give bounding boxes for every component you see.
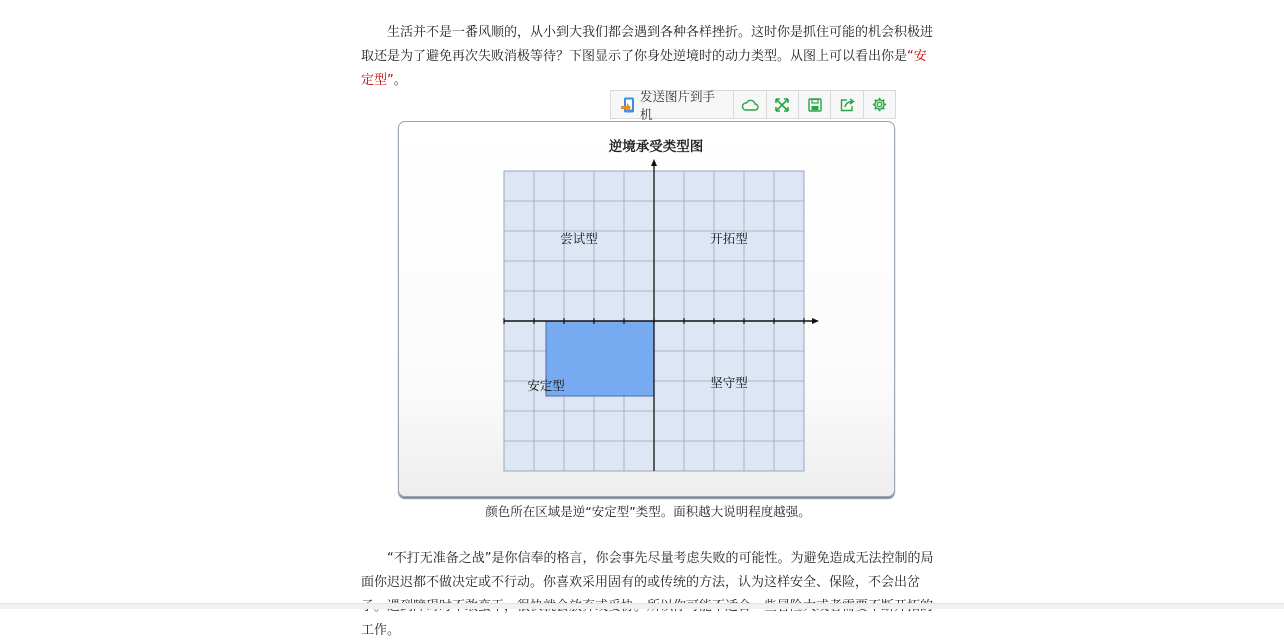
- quadrant-label-bottom-right: 坚守型: [710, 375, 748, 390]
- fullscreen-button[interactable]: [767, 91, 799, 118]
- y-axis-arrow: [651, 159, 657, 166]
- cloud-icon: [741, 98, 759, 112]
- result-highlight: “安定型”: [361, 49, 927, 88]
- quadrant-label-top-left: 尝试型: [560, 231, 598, 246]
- image-toolbar: [610, 88, 896, 122]
- chart-title: 逆境承受类型图: [608, 139, 704, 155]
- bottom-divider: [0, 603, 1284, 609]
- fullscreen-icon: [775, 98, 789, 112]
- save-button[interactable]: [799, 91, 831, 118]
- chart-caption: 颜色所在区域是逆“安定型”类型。面积越大说明程度越强。: [485, 504, 811, 519]
- share-icon: [840, 98, 855, 112]
- send-to-phone-label: 发送图片到手机: [640, 88, 716, 122]
- phone-icon: [621, 97, 635, 113]
- quadrant-label-top-right: 开拓型: [710, 231, 748, 246]
- save-icon: [808, 98, 822, 112]
- intro-paragraph: 生活并不是一番风顺的，从小到大我们都会遇到各种各样挫折。这时你是抓住可能的机会积极进取还是为了避免再次失败消极等待？下图显示了你身处逆境时的动力类型。从图上可以看出你是“安定型”。: [361, 25, 934, 88]
- share-button[interactable]: [831, 91, 863, 118]
- quadrant-label-bottom-left: 安定型: [527, 378, 565, 393]
- description-paragraph: “不打无准备之战”是你信奉的格言，你会事先尽量考虑失败的可能性。为避免造成无法控制的局面你迟迟都不做决定或不行动。你喜欢采用固有的或传统的方法，认为这样安全、保险，不会出岔 工作。: [361, 551, 934, 638]
- quadrant-plot: [497, 155, 827, 480]
- settings-button[interactable]: [864, 91, 895, 118]
- settings-icon: [872, 97, 887, 112]
- cloud-button[interactable]: [734, 91, 766, 118]
- x-axis-arrow: [812, 318, 819, 324]
- send-to-phone-button[interactable]: [611, 88, 734, 122]
